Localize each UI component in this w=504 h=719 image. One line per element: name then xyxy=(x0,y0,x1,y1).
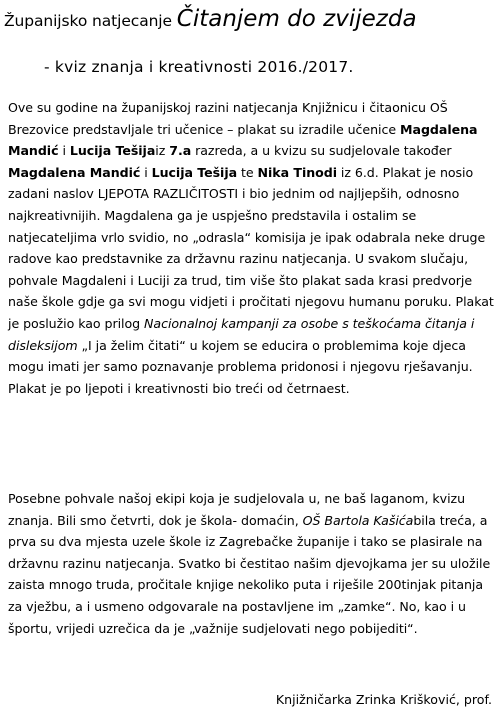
host-school-name: OŠ Bartola Kašića xyxy=(302,512,414,528)
campaign-name: Nacionalnoj kampanji za osobe s teškoćama čitanja i disleksijom xyxy=(8,315,475,353)
student-name: Magdalena Mandić xyxy=(8,164,141,180)
author-signature: Knjižničarka Zrinka Krišković, prof. xyxy=(275,692,492,707)
text-span: iz 6.d. Plakat je nosio zadani naslov LJEPOTA RAZLIČITOSTI i bio jednim od najljepših, odnosno najkreativnijih. Magdalena ga je uspješno predstavila i ostalim se natjecateljima vrlo svidio, no „odrasla“ komisija je ipak odabrala neke druge radove kao predstavnike za državnu razinu natjecanja. U svakom slučaju, pohvale Magdaleni i Luciji za trud, tim više što plakat sada krasi predvorje naše škole gdje ga svi mogu vidjeti i pročitati njegovu humanu poruku. Plakat je poslužio kao prilog xyxy=(8,164,494,331)
text-span: Posebne pohvale našoj ekipi koja je sudjelovala u, ne baš laganom, kvizu znanja. Bili smo četvrti, dok je škola- domaćin, xyxy=(8,491,466,528)
document-subtitle: - kviz znanja i kreativnosti 2016./2017. xyxy=(44,58,354,76)
text-span: Ove su godine na županijskoj razini natjecanja Knjižnicu i čitaonicu OŠ Brezovice predstavljale tri učenice – plakat su izradile učenice xyxy=(8,100,448,137)
student-name: Magdalena Mandić xyxy=(8,121,478,159)
text-span: razreda, a u kvizu su sudjelovale također xyxy=(191,143,452,159)
text-span: bila treća, a prva su dva mjesta uzele škole iz Zagrebačke županije i tako se plasirale na državnu razinu natjecanja. Svatko bi čestitao našim djevojkama jer su uložile zaista mnogo truda, pročitale knjige nekoliko puta i riješile 200tinjak pitanja za vježbu, a i usmeno odgovarale na postavljene im „zamke“. No, kao i u športu, vrijedi uzrečica da je „važnije sudjelovati nego pobijediti“. xyxy=(8,512,491,636)
paragraph-quiz-report xyxy=(8,488,498,639)
text-span: „I ja želim čitati“ u kojem se educira o problemima koje djeca mogu imati jer samo poznavanje problema pridonosi i njegovu rješavanju. Plakat je po ljepoti i kreativnosti bio treći od četrnaest. xyxy=(8,337,473,396)
document-title xyxy=(4,4,417,36)
class-name: 7.a xyxy=(169,143,192,159)
paragraph-competition-report xyxy=(8,97,498,399)
text-span: te xyxy=(237,164,258,180)
title-main: Čitanjem do zvijezda xyxy=(176,6,417,32)
text-span: i xyxy=(140,164,152,180)
student-name: Lucija Tešija xyxy=(69,143,156,159)
text-span: iz xyxy=(155,143,170,159)
title-prefix: Županijsko natjecanje xyxy=(4,12,177,30)
text-span: i xyxy=(58,143,70,159)
student-name: Lucija Tešija xyxy=(151,164,238,180)
student-name: Nika Tinodi xyxy=(257,164,337,180)
